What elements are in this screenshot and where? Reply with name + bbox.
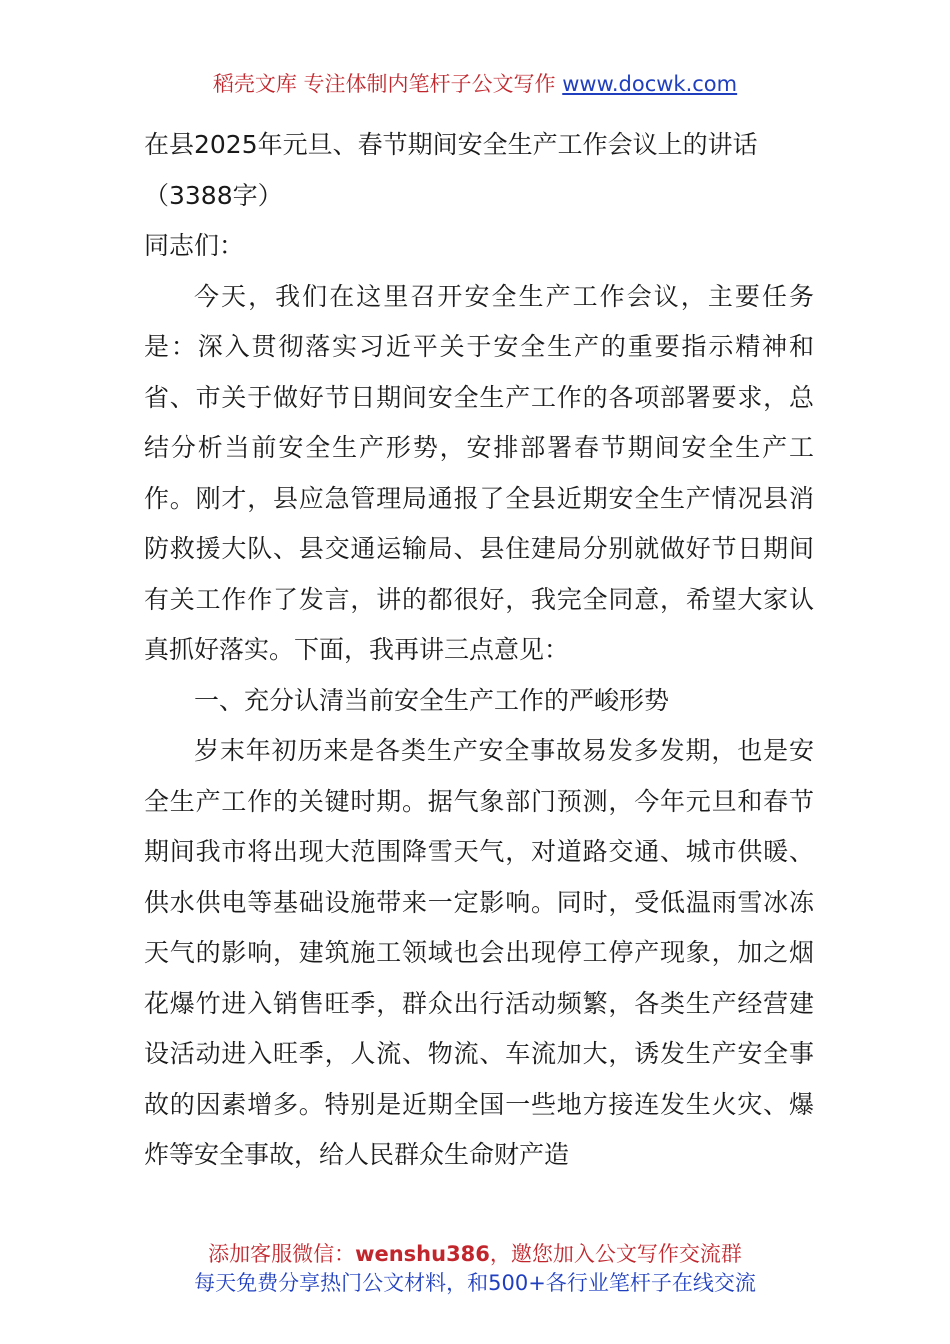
paragraph: 岁末年初历来是各类生产安全事故易发多发期，也是安全生产工作的关键时期。据气象部门预测，今年元旦和春节期间我市将出现大范围降雪天气，对道路交通、城市供暖、供水供电等基础设施带来一定影响。同时，受低温雨雪冰冻天气的影响，建筑施工领域也会出现停工停产现象，加之烟花爆竹进入销售旺季，群众出行活动频繁，各类生产经营建设活动进入旺季，人流、物流、车流加大，诱发生产安全事故的因素增多。特别是近期全国一些地方接连发生火灾、爆炸等安全事故，给人民群众生命财产造: [144, 736, 814, 1169]
wechat-id: wenshu386: [355, 1242, 490, 1266]
footer-contact-line: [0, 1240, 950, 1269]
page-footer: [0, 1240, 950, 1298]
paragraph: 今天，我们在这里召开安全生产工作会议，主要任务是：深入贯彻落实习近平关于安全生产的重要指示精神和省、市关于做好节日期间安全生产工作的各项部署要求，总结分析当前安全生产形势，安排部署春节期间安全生产工作。刚才，县应急管理局通报了全县近期安全生产情况县消防救援大队、县交通运输局、县住建局分别就做好节日期间有关工作作了发言，讲的都很好，我完全同意，希望大家认真抓好落实。下面，我再讲三点意见：: [144, 281, 814, 664]
page-header: [0, 70, 950, 98]
document-body: [144, 120, 814, 1181]
section-heading: 一、充分认清当前安全生产工作的严峻形势: [194, 685, 670, 715]
footer-prefix: 添加客服微信：: [208, 1242, 356, 1266]
footer-promo-line: 每天免费分享热门公文材料，和500+各行业笔杆子在线交流: [194, 1271, 756, 1295]
footer-suffix: ，邀您加入公文写作交流群: [489, 1242, 742, 1266]
website-link[interactable]: www.docwk.com: [562, 72, 738, 96]
document-title: 在县2025年元旦、春节期间安全生产工作会议上的讲话: [144, 130, 758, 159]
word-count: （3388字）: [144, 180, 283, 210]
brand-text: 稻壳文库 专注体制内笔杆子公文写作: [212, 72, 556, 96]
salutation: 同志们：: [144, 231, 245, 260]
